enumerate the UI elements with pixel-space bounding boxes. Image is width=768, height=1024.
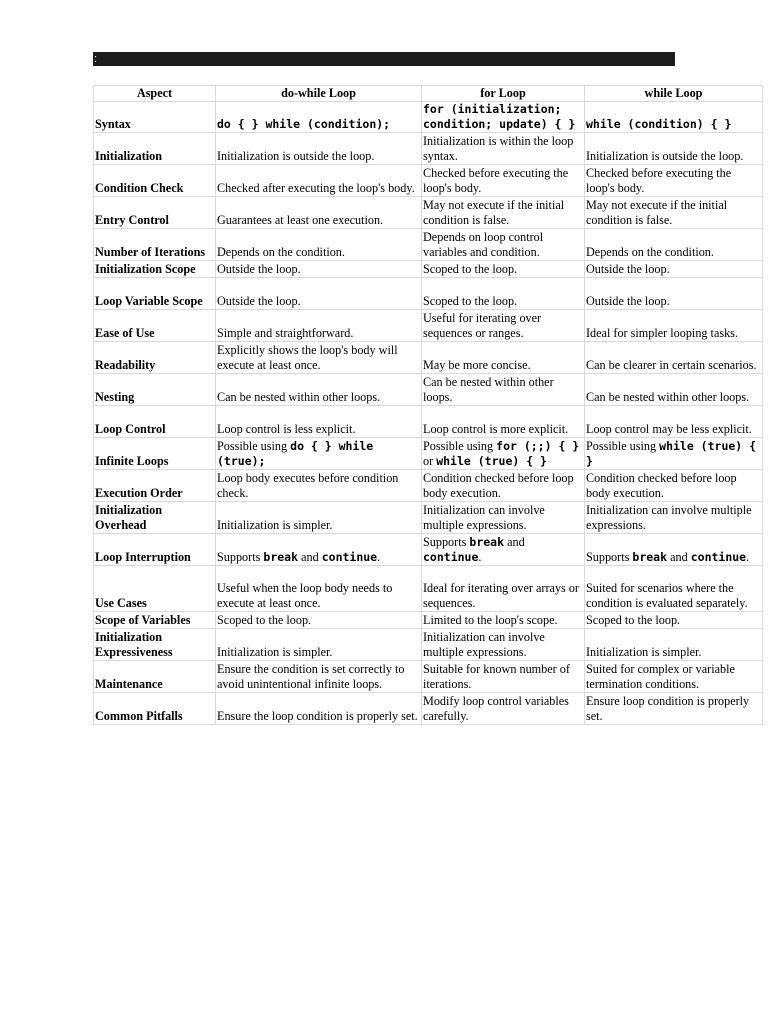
cell-text: . xyxy=(746,550,750,564)
cell-text: and xyxy=(667,550,691,564)
comparison-table xyxy=(93,85,763,725)
aspect-cell: Loop Variable Scope xyxy=(94,278,216,310)
aspect-cell: Nesting xyxy=(94,374,216,406)
while-cell xyxy=(585,612,763,629)
table-row xyxy=(94,566,763,612)
cell-text: Condition checked before loop body execution. xyxy=(423,471,574,500)
for-cell xyxy=(422,342,585,374)
cell-text: Supports xyxy=(423,535,470,549)
aspect-cell: Use Cases xyxy=(94,566,216,612)
cell-text: Checked before executing the loop's body. xyxy=(586,166,732,195)
for-cell xyxy=(422,310,585,342)
while-cell xyxy=(585,661,763,693)
while-cell xyxy=(585,693,763,725)
cell-text: Ideal for iterating over arrays or sequences. xyxy=(423,581,579,610)
cell-text: Initialization can involve multiple expressions. xyxy=(423,630,545,659)
aspect-cell: Condition Check xyxy=(94,165,216,197)
cell-text: Loop control is more explicit. xyxy=(423,422,569,436)
table-row xyxy=(94,165,763,197)
aspect-cell: Initialization Expressiveness xyxy=(94,629,216,661)
for-cell xyxy=(422,693,585,725)
table-row xyxy=(94,310,763,342)
while-cell xyxy=(585,406,763,438)
while-cell xyxy=(585,310,763,342)
for-cell xyxy=(422,197,585,229)
aspect-cell: Number of Iterations xyxy=(94,229,216,261)
dowhile-cell xyxy=(216,278,422,310)
for-cell xyxy=(422,502,585,534)
cell-text: Outside the loop. xyxy=(217,294,301,308)
column-header-aspect: Aspect xyxy=(94,86,216,102)
code-snippet: break xyxy=(632,550,668,564)
header-bar xyxy=(93,52,675,66)
dowhile-cell xyxy=(216,502,422,534)
for-cell xyxy=(422,133,585,165)
cell-text: Possible using xyxy=(217,439,291,453)
table-row xyxy=(94,534,763,566)
dowhile-cell xyxy=(216,693,422,725)
table-row xyxy=(94,470,763,502)
while-cell xyxy=(585,470,763,502)
for-cell xyxy=(422,438,585,470)
table-row xyxy=(94,406,763,438)
aspect-cell: Execution Order xyxy=(94,470,216,502)
for-cell xyxy=(422,470,585,502)
aspect-cell: Loop Control xyxy=(94,406,216,438)
cell-text: Can be nested within other loops. xyxy=(586,390,750,404)
cell-text: Initialization is simpler. xyxy=(586,645,702,659)
aspect-cell: Initialization Overhead xyxy=(94,502,216,534)
for-cell xyxy=(422,661,585,693)
for-cell xyxy=(422,278,585,310)
code-snippet: while (true) { } xyxy=(436,454,547,468)
cell-text: Guarantees at least one execution. xyxy=(217,213,384,227)
code-snippet: do { } while (true); xyxy=(217,439,374,468)
cell-text: Initialization is outside the loop. xyxy=(586,149,744,163)
code-snippet: break xyxy=(469,535,505,549)
aspect-cell: Loop Interruption xyxy=(94,534,216,566)
aspect-cell: Initialization Scope xyxy=(94,261,216,278)
cell-text: Initialization is outside the loop. xyxy=(217,149,375,163)
cell-text: Condition checked before loop body execution. xyxy=(586,471,737,500)
cell-text: Loop control may be less explicit. xyxy=(586,422,752,436)
cell-text: Ideal for simpler looping tasks. xyxy=(586,326,738,340)
code-snippet: for (;;) { } xyxy=(496,439,580,453)
table-row xyxy=(94,197,763,229)
aspect-cell: Initialization xyxy=(94,133,216,165)
for-cell xyxy=(422,406,585,438)
for-cell xyxy=(422,229,585,261)
cell-text: Possible using xyxy=(586,439,660,453)
dowhile-cell xyxy=(216,438,422,470)
column-header-do-while: do-while Loop xyxy=(216,86,422,102)
table-row xyxy=(94,438,763,470)
dowhile-cell xyxy=(216,342,422,374)
dowhile-cell xyxy=(216,612,422,629)
while-cell xyxy=(585,534,763,566)
cell-text: Possible using xyxy=(423,439,497,453)
code-snippet: do { } while (condition); xyxy=(217,117,391,131)
cell-text: Loop body executes before condition check. xyxy=(217,471,399,500)
cell-text: Depends on the condition. xyxy=(586,245,714,259)
code-snippet: continue xyxy=(321,550,378,564)
code-snippet: continue xyxy=(690,550,747,564)
dowhile-cell xyxy=(216,197,422,229)
dowhile-cell xyxy=(216,534,422,566)
dowhile-cell xyxy=(216,310,422,342)
cell-text: Can be clearer in certain scenarios. xyxy=(586,358,757,372)
dowhile-cell xyxy=(216,661,422,693)
cell-text: Limited to the loop's scope. xyxy=(423,613,558,627)
cell-text: Explicitly shows the loop's body will execute at least once. xyxy=(217,343,398,372)
dowhile-cell xyxy=(216,566,422,612)
for-cell xyxy=(422,165,585,197)
aspect-cell: Syntax xyxy=(94,102,216,133)
while-cell xyxy=(585,374,763,406)
cell-text: Outside the loop. xyxy=(586,294,670,308)
while-cell xyxy=(585,133,763,165)
table-row xyxy=(94,133,763,165)
cell-text: Ensure the loop condition is properly set. xyxy=(217,709,418,723)
while-cell xyxy=(585,629,763,661)
while-cell xyxy=(585,261,763,278)
dowhile-cell xyxy=(216,165,422,197)
cell-text: Initialization is simpler. xyxy=(217,518,333,532)
table-header-row xyxy=(94,86,763,102)
cell-text: Can be nested within other loops. xyxy=(423,375,554,404)
cell-text: Useful when the loop body needs to execute at least once. xyxy=(217,581,393,610)
cell-text: Suitable for known number of iterations. xyxy=(423,662,570,691)
table-row xyxy=(94,661,763,693)
table-row xyxy=(94,374,763,406)
column-header-while: while Loop xyxy=(585,86,763,102)
cell-text: or xyxy=(423,454,437,468)
cell-text: Modify loop control variables carefully. xyxy=(423,694,569,723)
cell-text: Initialization is within the loop syntax. xyxy=(423,134,574,163)
dowhile-cell xyxy=(216,261,422,278)
table-row xyxy=(94,278,763,310)
while-cell xyxy=(585,165,763,197)
aspect-cell: Common Pitfalls xyxy=(94,693,216,725)
dowhile-cell xyxy=(216,406,422,438)
for-cell xyxy=(422,566,585,612)
table-row xyxy=(94,229,763,261)
for-cell xyxy=(422,629,585,661)
while-cell xyxy=(585,566,763,612)
cell-text: Simple and straightforward. xyxy=(217,326,354,340)
cell-text: Scoped to the loop. xyxy=(423,294,518,308)
cell-text: Supports xyxy=(586,550,633,564)
dowhile-cell xyxy=(216,102,422,133)
cell-text: Initialization can involve multiple expressions. xyxy=(423,503,545,532)
while-cell xyxy=(585,278,763,310)
cell-text: May be more concise. xyxy=(423,358,531,372)
aspect-cell: Maintenance xyxy=(94,661,216,693)
code-snippet: while (condition) { } xyxy=(586,117,732,131)
for-cell xyxy=(422,261,585,278)
cell-text: and xyxy=(298,550,322,564)
cell-text: Checked before executing the loop's body. xyxy=(423,166,569,195)
while-cell xyxy=(585,102,763,133)
while-cell xyxy=(585,502,763,534)
code-snippet: for (initialization; condition; update) { } xyxy=(423,102,576,131)
table-row xyxy=(94,693,763,725)
cell-text: Initialization is simpler. xyxy=(217,645,333,659)
code-snippet: while (true) { } xyxy=(586,439,757,468)
table-row xyxy=(94,342,763,374)
cell-text: Supports xyxy=(217,550,264,564)
cell-text: Can be nested within other loops. xyxy=(217,390,381,404)
cell-text: and xyxy=(504,535,525,549)
cell-text: May not execute if the initial condition is false. xyxy=(586,198,728,227)
aspect-cell: Scope of Variables xyxy=(94,612,216,629)
cell-text: Depends on loop control variables and condition. xyxy=(423,230,544,259)
cell-text: . xyxy=(478,550,482,564)
dowhile-cell xyxy=(216,374,422,406)
cell-text: Scoped to the loop. xyxy=(586,613,681,627)
code-snippet: break xyxy=(263,550,299,564)
table-row xyxy=(94,261,763,278)
while-cell xyxy=(585,342,763,374)
column-header-for: for Loop xyxy=(422,86,585,102)
code-snippet: continue xyxy=(423,550,479,564)
cell-text: Outside the loop. xyxy=(217,262,301,276)
cell-text: Suited for complex or variable termination conditions. xyxy=(586,662,735,691)
while-cell xyxy=(585,197,763,229)
aspect-cell: Readability xyxy=(94,342,216,374)
table-row xyxy=(94,102,763,133)
cell-text: Useful for iterating over sequences or ranges. xyxy=(423,311,542,340)
cell-text: Initialization can involve multiple expressions. xyxy=(586,503,752,532)
dowhile-cell xyxy=(216,229,422,261)
cell-text: . xyxy=(377,550,381,564)
cell-text: Loop control is less explicit. xyxy=(217,422,356,436)
dowhile-cell xyxy=(216,629,422,661)
table-body xyxy=(94,102,763,725)
cell-text: Outside the loop. xyxy=(586,262,670,276)
for-cell xyxy=(422,102,585,133)
dowhile-cell xyxy=(216,470,422,502)
cell-text: Suited for scenarios where the condition is evaluated separately. xyxy=(586,581,748,610)
dowhile-cell xyxy=(216,133,422,165)
aspect-cell: Entry Control xyxy=(94,197,216,229)
aspect-cell: Ease of Use xyxy=(94,310,216,342)
cell-text: Ensure the condition is set correctly to avoid unintentional infinite loops. xyxy=(217,662,405,691)
for-cell xyxy=(422,612,585,629)
while-cell xyxy=(585,229,763,261)
aspect-cell: Infinite Loops xyxy=(94,438,216,470)
header-marker: : xyxy=(94,53,98,65)
table-row xyxy=(94,629,763,661)
cell-text: Scoped to the loop. xyxy=(423,262,518,276)
cell-text: May not execute if the initial condition is false. xyxy=(423,198,565,227)
while-cell xyxy=(585,438,763,470)
for-cell xyxy=(422,374,585,406)
table-row xyxy=(94,612,763,629)
table-row xyxy=(94,502,763,534)
cell-text: Scoped to the loop. xyxy=(217,613,312,627)
for-cell xyxy=(422,534,585,566)
cell-text: Depends on the condition. xyxy=(217,245,345,259)
cell-text: Ensure loop condition is properly set. xyxy=(586,694,750,723)
cell-text: Checked after executing the loop's body. xyxy=(217,181,415,195)
